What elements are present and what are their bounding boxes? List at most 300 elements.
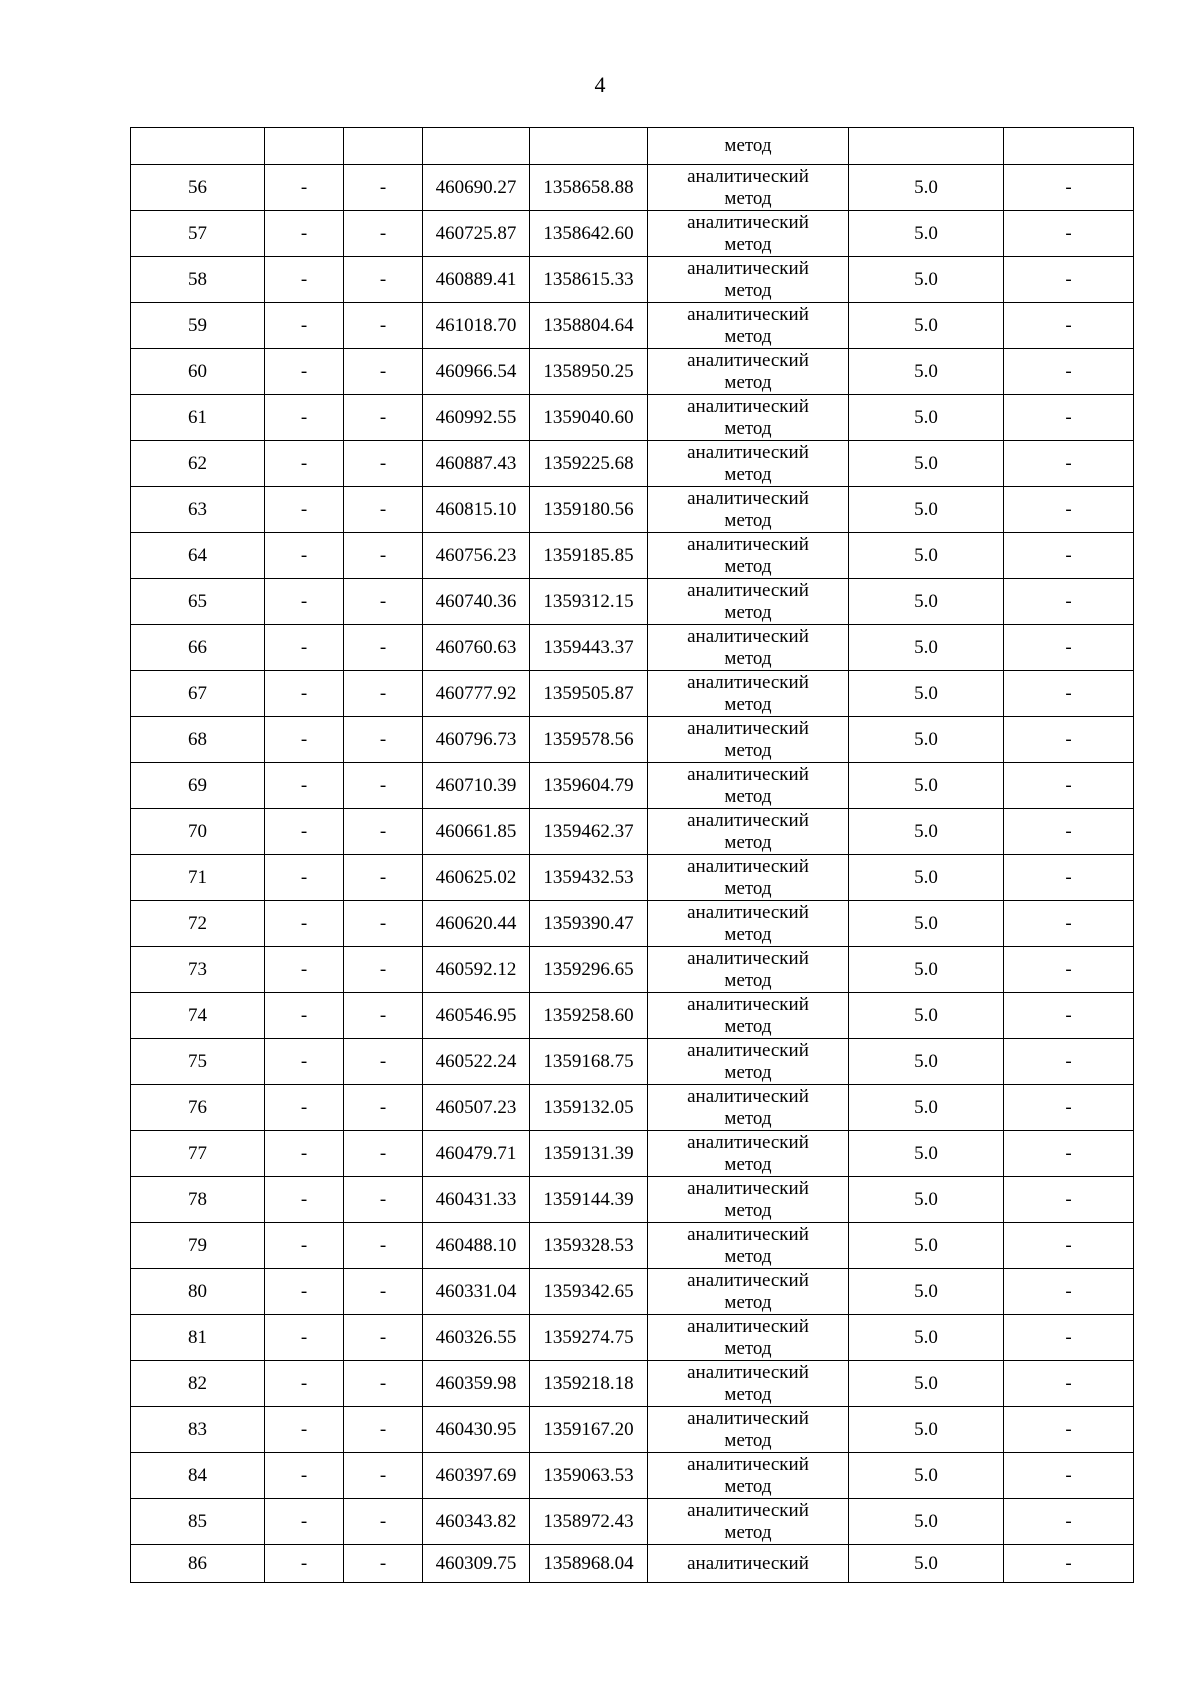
table-row [131,1407,1134,1453]
table-row [131,487,1134,533]
cell-dash: - [344,947,423,993]
method-text: аналитический [687,1039,809,1061]
y-coordinate-cell: 1359132.05 [530,1085,648,1131]
method-cell [648,947,849,993]
method-text: метод [724,785,772,807]
x-coordinate-cell: 460725.87 [423,211,530,257]
cell-dash: - [265,257,344,303]
x-coordinate-cell: 460777.92 [423,671,530,717]
table-row [131,441,1134,487]
y-coordinate-cell: 1359505.87 [530,671,648,717]
y-coordinate-cell: 1359443.37 [530,625,648,671]
table-row [131,1545,1134,1583]
method-cell [648,395,849,441]
y-coordinate-cell: 1359218.18 [530,1361,648,1407]
table-row [131,1453,1134,1499]
accuracy-cell: 5.0 [849,1453,1004,1499]
point-number-cell: 61 [131,395,265,441]
method-cell [648,763,849,809]
cell-dash: - [1004,1315,1134,1361]
cell-dash: - [1004,1545,1134,1583]
method-cell [648,1131,849,1177]
method-cell [648,303,849,349]
cell-dash: - [265,1315,344,1361]
y-coordinate-cell: 1359258.60 [530,993,648,1039]
accuracy-cell: 5.0 [849,533,1004,579]
accuracy-cell: 5.0 [849,1085,1004,1131]
method-cell [648,1545,849,1583]
cell-dash: - [265,1407,344,1453]
accuracy-cell: 5.0 [849,1407,1004,1453]
method-text: метод [724,647,772,669]
table-row [131,1315,1134,1361]
x-coordinate-cell: 460592.12 [423,947,530,993]
method-text: метод [724,1429,772,1451]
method-text: аналитический [687,579,809,601]
method-text: метод [724,923,772,945]
method-cell [648,165,849,211]
x-coordinate-cell: 460397.69 [423,1453,530,1499]
table-cell [344,128,423,165]
point-number-cell: 81 [131,1315,265,1361]
method-cell [648,211,849,257]
cell-dash: - [265,901,344,947]
table-row [131,1361,1134,1407]
y-coordinate-cell: 1359296.65 [530,947,648,993]
method-text: аналитический [687,763,809,785]
method-text: аналитический [687,487,809,509]
method-text: аналитический [687,533,809,555]
method-text: метод [724,1291,772,1313]
accuracy-cell: 5.0 [849,395,1004,441]
table-row [131,763,1134,809]
accuracy-cell: 5.0 [849,1269,1004,1315]
cell-dash: - [1004,625,1134,671]
point-number-cell: 79 [131,1223,265,1269]
x-coordinate-cell: 460522.24 [423,1039,530,1085]
cell-dash: - [1004,1085,1134,1131]
table-row [131,1269,1134,1315]
accuracy-cell: 5.0 [849,165,1004,211]
cell-dash: - [344,809,423,855]
cell-dash: - [344,487,423,533]
cell-dash: - [1004,1361,1134,1407]
accuracy-cell: 5.0 [849,257,1004,303]
cell-dash: - [265,165,344,211]
point-number-cell: 83 [131,1407,265,1453]
method-text: метод [724,187,772,209]
point-number-cell: 63 [131,487,265,533]
method-text: аналитический [687,1407,809,1429]
point-number-cell: 72 [131,901,265,947]
page-number: 4 [594,72,606,97]
method-cell [648,1407,849,1453]
method-text: метод [724,1521,772,1543]
y-coordinate-cell: 1358658.88 [530,165,648,211]
point-number-cell: 74 [131,993,265,1039]
cell-dash: - [344,1177,423,1223]
x-coordinate-cell: 460796.73 [423,717,530,763]
method-cell [648,1177,849,1223]
cell-dash: - [344,625,423,671]
cell-dash: - [265,395,344,441]
cell-dash: - [344,1039,423,1085]
cell-dash: - [1004,993,1134,1039]
point-number-cell: 68 [131,717,265,763]
cell-dash: - [344,855,423,901]
point-number-cell: 60 [131,349,265,395]
cell-dash: - [344,671,423,717]
method-text: метод [724,233,772,255]
x-coordinate-cell: 460331.04 [423,1269,530,1315]
method-cell [648,717,849,763]
y-coordinate-cell: 1359312.15 [530,579,648,625]
method-text: аналитический [687,1177,809,1199]
method-cell [648,993,849,1039]
x-coordinate-cell: 460625.02 [423,855,530,901]
y-coordinate-cell: 1359131.39 [530,1131,648,1177]
table-row [131,579,1134,625]
x-coordinate-cell: 460488.10 [423,1223,530,1269]
cell-dash: - [1004,441,1134,487]
cell-dash: - [1004,1269,1134,1315]
point-number-cell: 75 [131,1039,265,1085]
table-row [131,395,1134,441]
cell-dash: - [344,257,423,303]
y-coordinate-cell: 1359274.75 [530,1315,648,1361]
method-text: аналитический [687,165,809,187]
method-text: аналитический [687,901,809,923]
x-coordinate-cell: 460815.10 [423,487,530,533]
method-cell [648,1223,849,1269]
table-row [131,947,1134,993]
x-coordinate-cell: 460760.63 [423,625,530,671]
method-cell [648,901,849,947]
table-row [131,1085,1134,1131]
method-text: аналитический [687,395,809,417]
x-coordinate-cell: 460431.33 [423,1177,530,1223]
cell-dash: - [1004,671,1134,717]
cell-dash: - [344,1361,423,1407]
point-number-cell: 59 [131,303,265,349]
y-coordinate-cell: 1359604.79 [530,763,648,809]
method-text: метод [724,135,772,156]
cell-dash: - [344,1131,423,1177]
y-coordinate-cell: 1359578.56 [530,717,648,763]
cell-dash: - [265,533,344,579]
method-text: аналитический [687,1223,809,1245]
cell-dash: - [265,1361,344,1407]
method-cell [648,533,849,579]
x-coordinate-cell: 460430.95 [423,1407,530,1453]
method-text: метод [724,1245,772,1267]
table-cell [530,128,648,165]
table-row [131,1499,1134,1545]
cell-dash: - [344,1269,423,1315]
x-coordinate-cell: 460479.71 [423,1131,530,1177]
table-row [131,1039,1134,1085]
point-number-cell: 82 [131,1361,265,1407]
cell-dash: - [265,993,344,1039]
cell-dash: - [344,579,423,625]
cell-dash: - [265,717,344,763]
y-coordinate-cell: 1359432.53 [530,855,648,901]
accuracy-cell: 5.0 [849,625,1004,671]
accuracy-cell: 5.0 [849,947,1004,993]
cell-dash: - [265,855,344,901]
y-coordinate-cell: 1359390.47 [530,901,648,947]
y-coordinate-cell: 1358968.04 [530,1545,648,1583]
x-coordinate-cell: 460507.23 [423,1085,530,1131]
accuracy-cell: 5.0 [849,1361,1004,1407]
table-cell [1004,128,1134,165]
cell-dash: - [265,579,344,625]
cell-dash: - [344,1315,423,1361]
y-coordinate-cell: 1358972.43 [530,1499,648,1545]
accuracy-cell: 5.0 [849,717,1004,763]
cell-dash: - [1004,165,1134,211]
table-row [131,809,1134,855]
method-text: метод [724,831,772,853]
method-text: метод [724,1015,772,1037]
x-coordinate-cell: 460690.27 [423,165,530,211]
method-text: аналитический [687,1453,809,1475]
y-coordinate-cell: 1359063.53 [530,1453,648,1499]
cell-dash: - [344,441,423,487]
table-cell [131,128,265,165]
method-cell [648,625,849,671]
cell-dash: - [1004,1131,1134,1177]
cell-dash: - [1004,901,1134,947]
cell-dash: - [265,441,344,487]
cell-dash: - [265,1223,344,1269]
table-cell [265,128,344,165]
point-number-cell: 64 [131,533,265,579]
cell-dash: - [344,303,423,349]
cell-dash: - [1004,533,1134,579]
cell-dash: - [344,1407,423,1453]
method-text: аналитический [687,1131,809,1153]
table-body [131,128,1134,1583]
cell-dash: - [1004,1177,1134,1223]
point-number-cell: 71 [131,855,265,901]
y-coordinate-cell: 1359462.37 [530,809,648,855]
accuracy-cell: 5.0 [849,1499,1004,1545]
point-number-cell: 86 [131,1545,265,1583]
method-text: метод [724,739,772,761]
cell-dash: - [1004,1407,1134,1453]
method-text: аналитический [687,1552,809,1574]
table-row [131,855,1134,901]
cell-dash: - [265,625,344,671]
method-cell [648,1039,849,1085]
accuracy-cell: 5.0 [849,901,1004,947]
cell-dash: - [265,1499,344,1545]
accuracy-cell: 5.0 [849,671,1004,717]
method-text: аналитический [687,441,809,463]
method-cell [648,855,849,901]
accuracy-cell: 5.0 [849,579,1004,625]
point-number-cell: 70 [131,809,265,855]
x-coordinate-cell: 460887.43 [423,441,530,487]
cell-dash: - [265,1177,344,1223]
cell-dash: - [265,947,344,993]
cell-dash: - [1004,717,1134,763]
y-coordinate-cell: 1359342.65 [530,1269,648,1315]
cell-dash: - [265,303,344,349]
method-text: метод [724,1153,772,1175]
x-coordinate-cell: 460309.75 [423,1545,530,1583]
method-text: аналитический [687,1085,809,1107]
x-coordinate-cell: 460620.44 [423,901,530,947]
method-text: аналитический [687,717,809,739]
point-number-cell: 57 [131,211,265,257]
cell-dash: - [344,901,423,947]
method-text: аналитический [687,993,809,1015]
cell-dash: - [265,1085,344,1131]
y-coordinate-cell: 1359225.68 [530,441,648,487]
cell-dash: - [344,763,423,809]
method-cell [648,671,849,717]
cell-dash: - [265,763,344,809]
accuracy-cell: 5.0 [849,1545,1004,1583]
method-cell [648,349,849,395]
method-cell [648,1269,849,1315]
method-text: метод [724,279,772,301]
cell-dash: - [1004,211,1134,257]
point-number-cell: 73 [131,947,265,993]
method-cell [648,1085,849,1131]
method-text: аналитический [687,1315,809,1337]
accuracy-cell: 5.0 [849,1039,1004,1085]
x-coordinate-cell: 460710.39 [423,763,530,809]
cell-dash: - [265,1039,344,1085]
table-row [131,1177,1134,1223]
table-cell [849,128,1004,165]
point-number-cell: 78 [131,1177,265,1223]
cell-dash: - [344,1085,423,1131]
point-number-cell: 65 [131,579,265,625]
y-coordinate-cell: 1358615.33 [530,257,648,303]
x-coordinate-cell: 460359.98 [423,1361,530,1407]
cell-dash: - [265,487,344,533]
point-number-cell: 58 [131,257,265,303]
cell-dash: - [1004,303,1134,349]
table-row [131,671,1134,717]
point-number-cell: 66 [131,625,265,671]
cell-dash: - [265,211,344,257]
table-row [131,901,1134,947]
accuracy-cell: 5.0 [849,1177,1004,1223]
table-cell [423,128,530,165]
method-text: аналитический [687,625,809,647]
cell-dash: - [344,1499,423,1545]
table-row [131,717,1134,763]
table-row [131,165,1134,211]
x-coordinate-cell: 461018.70 [423,303,530,349]
cell-dash: - [1004,1499,1134,1545]
method-text: аналитический [687,855,809,877]
method-cell [648,257,849,303]
cell-dash: - [344,1453,423,1499]
method-cell [648,1453,849,1499]
accuracy-cell: 5.0 [849,855,1004,901]
coordinates-table [130,127,1134,1583]
cell-dash: - [1004,257,1134,303]
accuracy-cell: 5.0 [849,441,1004,487]
method-cell [648,1499,849,1545]
method-cell [648,579,849,625]
cell-dash: - [265,1131,344,1177]
cell-dash: - [265,349,344,395]
accuracy-cell: 5.0 [849,1223,1004,1269]
method-text: аналитический [687,1361,809,1383]
table-row [131,1223,1134,1269]
cell-dash: - [344,717,423,763]
cell-dash: - [1004,809,1134,855]
x-coordinate-cell: 460756.23 [423,533,530,579]
accuracy-cell: 5.0 [849,211,1004,257]
table-row [131,257,1134,303]
cell-dash: - [265,1545,344,1583]
method-cell [648,128,849,165]
accuracy-cell: 5.0 [849,993,1004,1039]
method-text: аналитический [687,1269,809,1291]
cell-dash: - [265,809,344,855]
y-coordinate-cell: 1359185.85 [530,533,648,579]
method-text: аналитический [687,211,809,233]
accuracy-cell: 5.0 [849,1131,1004,1177]
point-number-cell: 76 [131,1085,265,1131]
method-text: аналитический [687,947,809,969]
cell-dash: - [265,1269,344,1315]
x-coordinate-cell: 460343.82 [423,1499,530,1545]
point-number-cell: 80 [131,1269,265,1315]
point-number-cell: 84 [131,1453,265,1499]
cell-dash: - [344,395,423,441]
y-coordinate-cell: 1359040.60 [530,395,648,441]
cell-dash: - [1004,487,1134,533]
method-text: метод [724,693,772,715]
method-text: аналитический [687,671,809,693]
method-text: аналитический [687,1499,809,1521]
cell-dash: - [1004,1039,1134,1085]
cell-dash: - [1004,395,1134,441]
table-row [131,349,1134,395]
table-row [131,993,1134,1039]
method-cell [648,441,849,487]
cell-dash: - [1004,855,1134,901]
x-coordinate-cell: 460966.54 [423,349,530,395]
method-text: метод [724,1199,772,1221]
method-text: метод [724,601,772,623]
cell-dash: - [344,349,423,395]
cell-dash: - [344,211,423,257]
method-text: метод [724,1475,772,1497]
cell-dash: - [265,671,344,717]
method-cell [648,1361,849,1407]
method-text: метод [724,969,772,991]
point-number-cell: 67 [131,671,265,717]
x-coordinate-cell: 460546.95 [423,993,530,1039]
cell-dash: - [344,1545,423,1583]
method-text: аналитический [687,303,809,325]
method-text: метод [724,1061,772,1083]
x-coordinate-cell: 460992.55 [423,395,530,441]
x-coordinate-cell: 460661.85 [423,809,530,855]
table-row [131,625,1134,671]
method-text: метод [724,509,772,531]
